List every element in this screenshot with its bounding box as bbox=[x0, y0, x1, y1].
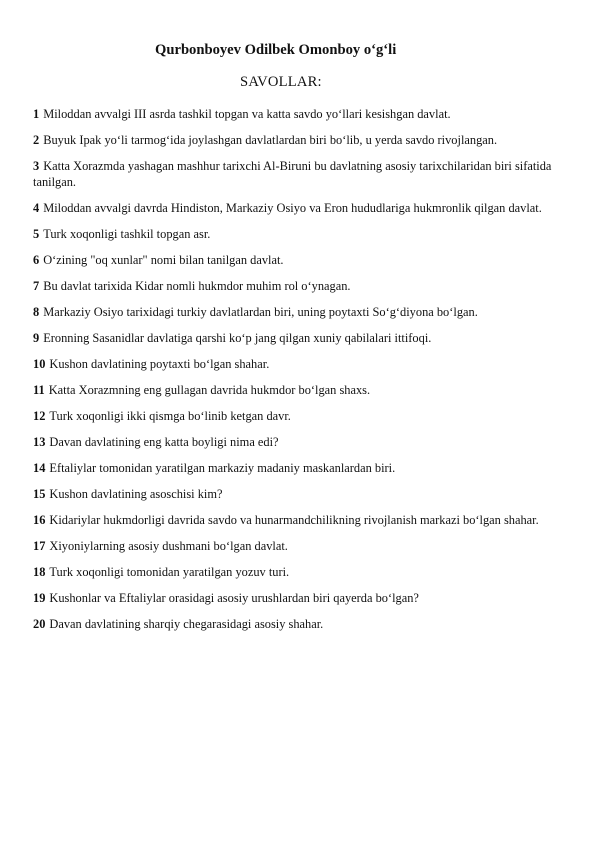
question-number: 15 bbox=[33, 486, 46, 501]
question-text: Miloddan avvalgi davrda Hindiston, Markaziy Osiyo va Eron hududlariga hukmronlik qilgan davlat. bbox=[43, 200, 542, 215]
question-number: 14 bbox=[33, 460, 46, 475]
question-item bbox=[33, 357, 563, 373]
question-text: Markaziy Osiyo tarixidagi turkiy davlatlardan biri, uning poytaxti So‘g‘diyona bo‘lgan. bbox=[43, 304, 478, 319]
question-text: Turk xoqonligi ikki qismga bo‘linib ketgan davr. bbox=[49, 408, 291, 423]
question-number: 9 bbox=[33, 330, 40, 345]
question-text: Bu davlat tarixida Kidar nomli hukmdor muhim rol o‘ynagan. bbox=[43, 278, 351, 293]
question-number: 12 bbox=[33, 408, 46, 423]
question-text: Eftaliylar tomonidan yaratilgan markaziy madaniy maskanlardan biri. bbox=[49, 460, 396, 475]
question-text: Kushon davlatining asoschisi kim? bbox=[49, 486, 223, 501]
question-number: 11 bbox=[33, 382, 45, 397]
question-item bbox=[33, 565, 563, 581]
question-item bbox=[33, 201, 563, 217]
question-item bbox=[33, 409, 563, 425]
question-item bbox=[33, 383, 563, 399]
question-text: Katta Xorazmning eng gullagan davrida hukmdor bo‘lgan shaxs. bbox=[48, 382, 371, 397]
question-item bbox=[33, 253, 563, 269]
question-text: Davan davlatining eng katta boyligi nima edi? bbox=[49, 434, 279, 449]
question-list bbox=[33, 107, 563, 643]
question-item bbox=[33, 107, 563, 123]
question-text: Kushonlar va Eftaliylar orasidagi asosiy urushlardan biri qayerda bo‘lgan? bbox=[49, 590, 419, 605]
question-text: O‘zining "oq xunlar" nomi bilan tanilgan davlat. bbox=[43, 252, 284, 267]
question-number: 5 bbox=[33, 226, 40, 241]
question-item bbox=[33, 305, 563, 321]
question-item bbox=[33, 591, 563, 607]
question-item bbox=[33, 159, 563, 190]
question-number: 13 bbox=[33, 434, 46, 449]
question-item bbox=[33, 539, 563, 555]
question-number: 2 bbox=[33, 133, 40, 147]
question-item bbox=[33, 133, 563, 149]
question-number: 10 bbox=[33, 356, 46, 371]
question-number: 19 bbox=[33, 590, 46, 605]
question-number: 4 bbox=[33, 200, 40, 215]
author-name: Qurbonboyev Odilbek Omonboy o‘g‘li bbox=[155, 42, 397, 58]
question-item bbox=[33, 617, 563, 633]
question-text: Katta Xorazmda yashagan mashhur tarixchi Al-Biruni bu davlatning asosiy tarixchilaridan biri sifatida tanilgan. bbox=[33, 159, 552, 189]
question-text: Buyuk Ipak yo‘li tarmog‘ida joylashgan davlatlardan biri bo‘lib, u yerda savdo rivojlangan. bbox=[43, 133, 498, 147]
question-number: 3 bbox=[33, 159, 40, 173]
question-text: Turk xoqonligi tashkil topgan asr. bbox=[43, 226, 211, 241]
question-number: 18 bbox=[33, 564, 46, 579]
question-number: 20 bbox=[33, 616, 46, 631]
question-item bbox=[33, 513, 563, 529]
question-text: Kushon davlatining poytaxti bo‘lgan shahar. bbox=[49, 356, 270, 371]
question-text: Eronning Sasanidlar davlatiga qarshi ko‘p jang qilgan xuniy qabilalari ittifoqi. bbox=[43, 330, 432, 345]
question-number: 6 bbox=[33, 252, 40, 267]
question-item bbox=[33, 331, 563, 347]
question-number: 8 bbox=[33, 304, 40, 319]
question-number: 16 bbox=[33, 512, 46, 527]
question-number: 17 bbox=[33, 538, 46, 553]
question-text: Kidariylar hukmdorligi davrida savdo va hunarmandchilikning rivojlanish markazi bo‘lgan shahar. bbox=[49, 512, 539, 527]
question-item bbox=[33, 227, 563, 243]
question-number: 1 bbox=[33, 107, 40, 121]
question-text: Davan davlatining sharqiy chegarasidagi asosiy shahar. bbox=[49, 616, 324, 631]
question-item bbox=[33, 435, 563, 451]
question-item bbox=[33, 487, 563, 503]
question-number: 7 bbox=[33, 278, 40, 293]
questions-heading: SAVOLLAR: bbox=[240, 74, 322, 90]
question-item bbox=[33, 461, 563, 477]
question-text: Xiyoniylarning asosiy dushmani bo‘lgan davlat. bbox=[49, 538, 288, 553]
question-item bbox=[33, 279, 563, 295]
question-text: Turk xoqonligi tomonidan yaratilgan yozuv turi. bbox=[49, 564, 290, 579]
question-text: Miloddan avvalgi III asrda tashkil topgan va katta savdo yo‘llari kesishgan davlat. bbox=[43, 107, 451, 121]
